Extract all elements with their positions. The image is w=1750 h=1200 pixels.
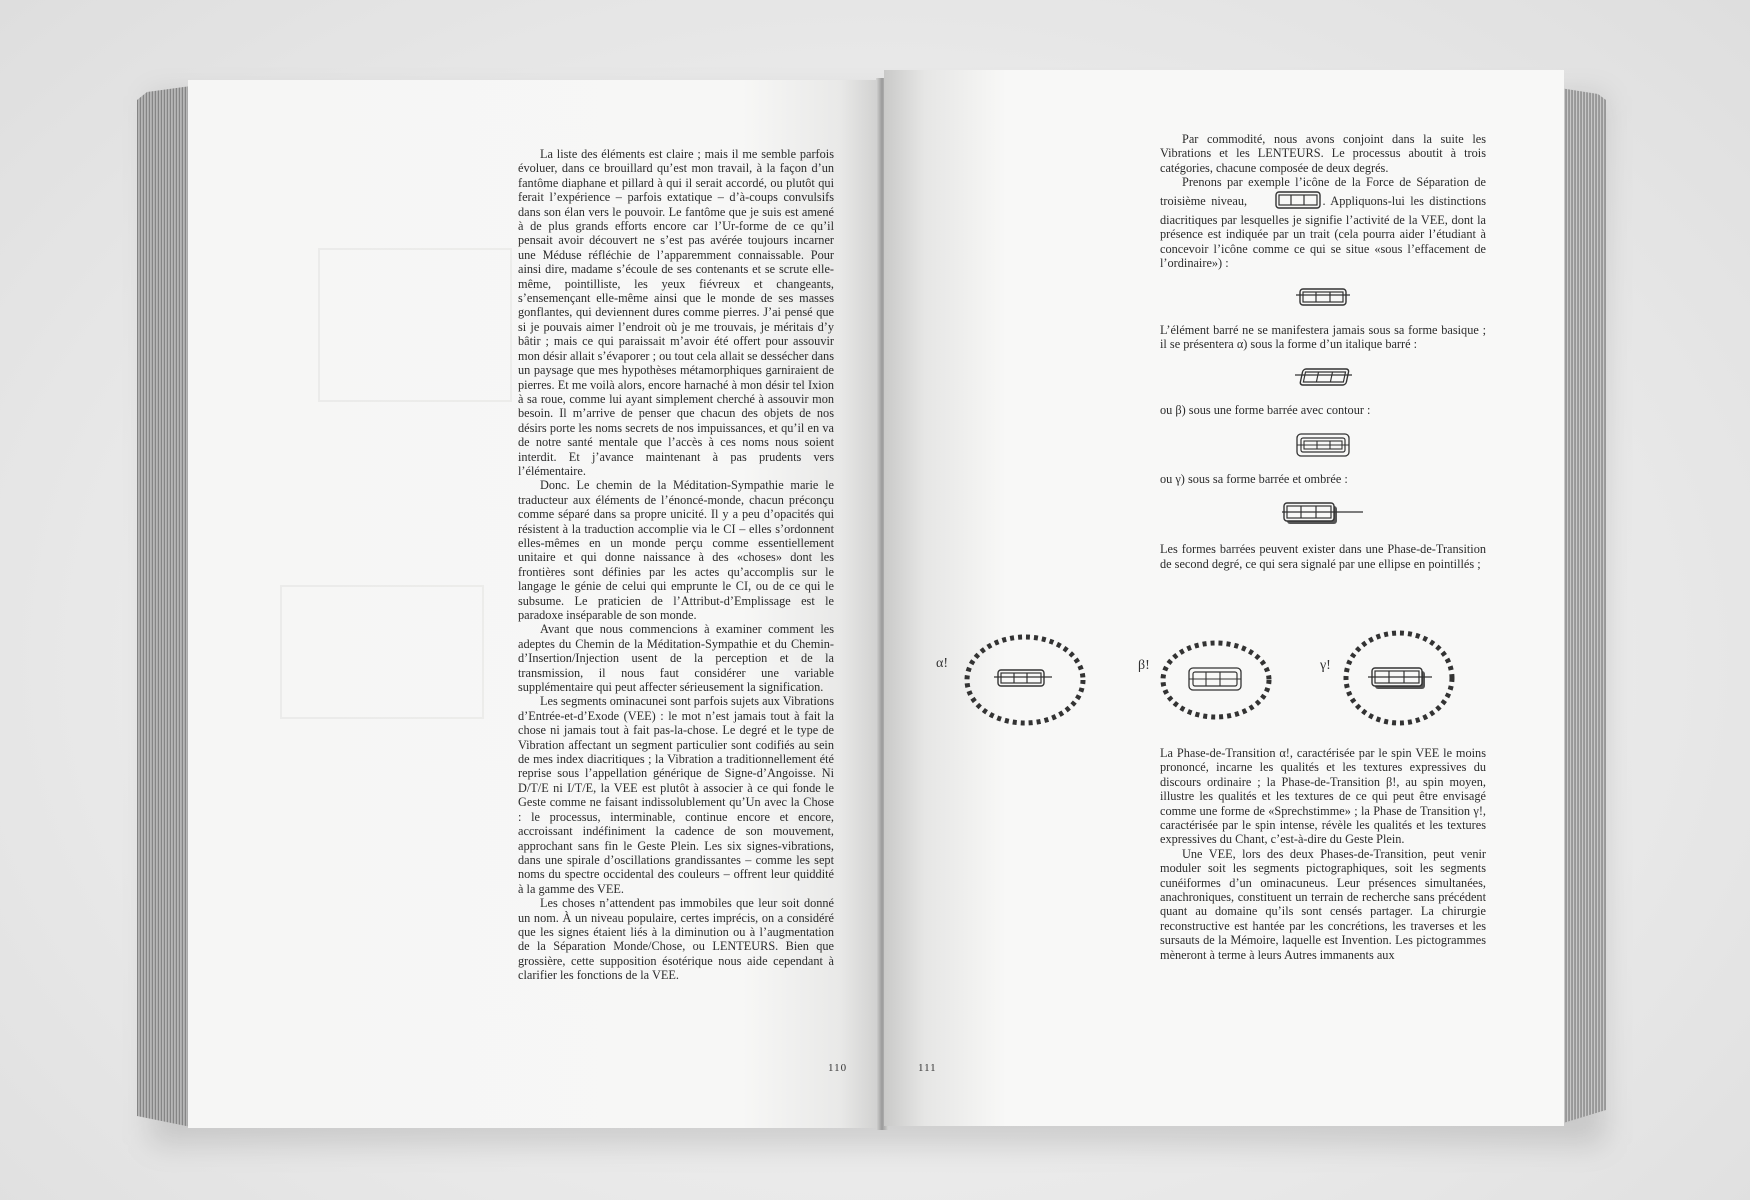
left-page-edges — [137, 86, 191, 1127]
paragraph — [1160, 175, 1486, 270]
struck-shaded-icon — [1160, 500, 1486, 526]
paragraph-part: . Appliquons-lui les distinctions diacritiques par lesquelles je signifie l’activité de la VEE, dont la présence est indiquée par un trait (cela pourra aider l’étudiant à concevoir l’icône comme ce qui se situe «sous l’effacement de l’ordinaire») : — [1160, 193, 1487, 271]
left-text-column — [518, 147, 834, 983]
right-page-edges — [1560, 88, 1606, 1124]
right-text-column — [1160, 132, 1486, 571]
paragraph: La liste des éléments est claire ; mais il me semble parfois évoluer, dans ce brouillard qu’est mon travail, à la façon d’un fantôme diaphane et pillard à qui il serait accordé, ou plutôt qui ferait l’expérience – parfois extatique – d’à-coups convulsifs dans son élan vers le pouvoir. Le fantôme que je suis est amené à de plus grands efforts encore car l’Ur-forme de ce qu’il pensait avoir découvert ne s’est pas avérée toujours incarner une Méduse réfléchie de l’apparemment connaissable. Pour ainsi dire, madame s’écoule de ses contenants et se scrute elle-même, pointilliste, les yeux fiévreux et changeants, s’ensemençant elle-même ainsi que le monde de ses masses gonflantes, qui deviennent dures comme pierres. J’ai pensé que si je pouvais aimer l’endroit où je me trouvais, je méritais d’y bâtir ; mais ce qui paraissait m’avoir été offert pour assouvir mon désir allait s’évaporer ; ou tout cela allait se dessécher dans un paysage que mes hypothèses métamorphiques garniraient de pierres. Et me voilà alors, encore harnaché à mon désir tel Ixion à sa roue, comme lui ayant simplement cherché à assouvir mon besoin. Il m’arrive de penser que chacun des objets de nos désirs porte les noms secrets de nos impuissances, et qu’il en va de notre santé mentale que l’accès à ces noms nous soient interdit. Et j’avance maintenant à pas prudents vers l’élémentaire. — [518, 147, 834, 478]
page-number: 110 — [828, 1062, 848, 1074]
paragraph: ou β) sous une forme barrée avec contour : — [1160, 403, 1371, 418]
right-text-lower — [1160, 746, 1486, 962]
left-page — [188, 80, 881, 1128]
show-through-box — [318, 248, 512, 402]
force-separation-icon — [1252, 190, 1322, 213]
paragraph: Une VEE, lors des deux Phases-de-Transition, peut venir moduler soit les segments pictographiques, soit les segments cunéiformes d’un ominacuneus. Leur présences simultanées, anachroniques, constituent un terrain de recherche sans précédent quant au domaine qu’ils sont censés partager. La chirurgie reconstructive est hantée par les concrétions, les traverses et les sursauts de la Mémoire, laquelle est Invention. Les pictogrammes mèneront à terme à leurs Autres immanents aux — [1160, 846, 1486, 962]
phase-label-beta: β! — [1138, 658, 1150, 673]
phase-alpha-ellipse — [960, 630, 1090, 730]
paragraph: ou γ) sous sa forme barrée et ombrée : — [1160, 471, 1348, 486]
paragraph: Les choses n’attendent pas immobiles que leur soit donné un nom. À un niveau populaire, certes imprécis, on a considéré que les signes étaient liés à la diminution ou à l’augmentation de la Séparation Monde/Chose, ou LENTEURS. Bien que grossière, cette supposition ésotérique nous aide cependant à clarifier les fonctions de la VEE. — [518, 896, 834, 983]
paragraph: Les segments ominacunei sont parfois sujets aux Vibrations d’Entrée-et-d’Exode (VEE) : le mot n’est jamais tout à fait la chose ni jamais tout à fait pas-la-chose. Le degré et le type de Vibration affectant un segment particulier sont codifiés au sein de mes index diacritiques ; la Vibration a traditionnellement été reprise sous l’appellation générique de Signe-d’Angoisse. Ni D/T/E ni I/T/E, la VEE est plutôt à associer à ce qui fonde le Geste comme ne faisant indissolublement qu’Un avec la Chose : le processus, interminable, continue encore et encore, accroissant indéfiniment la cadence de son mouvement, approchant sans fin le Geste Plein. Les six signes-vibrations, dans une spirale d’oscillations grandissantes – comme les sept noms du spectre occidental des couleurs – offrent leur quiddité à la gamme des VEE. — [518, 694, 834, 896]
phase-label-alpha: α! — [936, 656, 948, 671]
right-page — [884, 70, 1564, 1126]
paragraph-part: Prenons par exemple l’icône de la Force de Séparation de troisième niveau, — [1160, 175, 1486, 208]
page-number: 111 — [918, 1062, 937, 1074]
paragraph: Avant que nous commencions à examiner comment les adeptes du Chemin de la Méditation-Sympathie et du Chemin-d’Insertion/Injection usent de la perception et de la transmission, il nous faut considérer une variable supplémentaire qui peut affecter sérieusement la signification. — [518, 622, 834, 695]
struck-icon — [1160, 285, 1486, 309]
phase-beta-ellipse — [1156, 636, 1276, 724]
paragraph: Donc. Le chemin de la Méditation-Sympathie marie le traducteur aux éléments de l’énoncé-monde, chacun préconçu comme séparé dans sa propre unicité. Il y a peu d’opacités qui résistent à la traduction accomplie via le CI – elles s’ordonnent elles-mêmes en un monde perçu comme essentiellement unitaire et qui donne naissance à des «choses» dont les frontières sont définies par les actes qu’accomplis sur le langage le génie de celui qui emprunte le CI, ou de ce qui le subsume. Le praticien de l’Attribut-d’Emplissage est le paradoxe inséparable de son monde. — [518, 478, 834, 622]
paragraph: Par commodité, nous avons conjoint dans la suite les Vibrations et les LENTEURS. Le processus aboutit à trois catégories, chacune composée de deux degrés. — [1160, 132, 1486, 175]
phase-gamma-ellipse — [1340, 628, 1458, 728]
paragraph: L’élément barré ne se manifestera jamais sous sa forme basique ; il se présentera α) sous la forme d’un italique barré : — [1160, 322, 1486, 352]
paragraph: La Phase-de-Transition α!, caractérisée par le spin VEE le moins prononcé, incarne les qualités et les textures expressives du discours ordinaire ; la Phase-de-Transition β!, au spin moyen, illustre les qualités et les textures de ce qui peut être envisagé comme une forme de «Sprechstimme» ; la Phase de Transition γ!, caractérisée par le spin intense, révèle les qualités et les textures expressives du Chant, c’est-à-dire du Geste Plein. — [1160, 746, 1486, 847]
struck-outlined-icon — [1160, 432, 1486, 458]
paragraph: Les formes barrées peuvent exister dans une Phase-de-Transition de second degré, ce qui sera signalé par une ellipse en pointillés ; — [1160, 542, 1486, 571]
phase-label-gamma: γ! — [1320, 658, 1331, 673]
struck-italic-icon — [1160, 365, 1486, 389]
show-through-table — [280, 585, 484, 719]
